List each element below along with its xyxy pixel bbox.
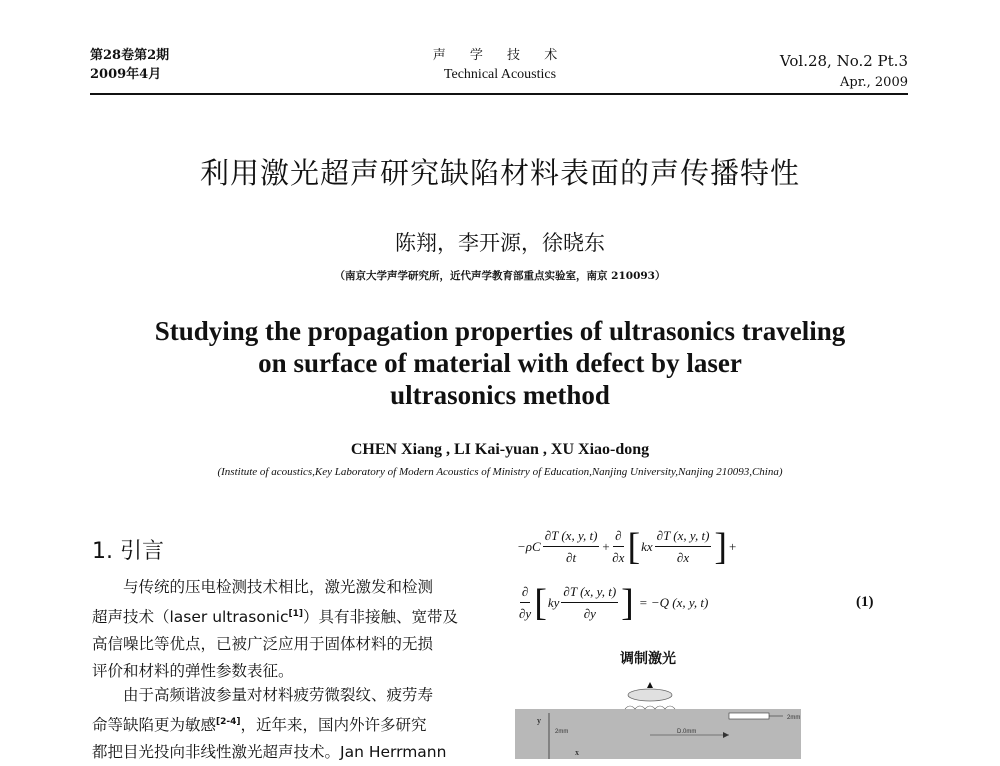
citation-1: [1]	[288, 609, 304, 619]
eq-plus-2: +	[728, 539, 737, 554]
journal-name-en: Technical Acoustics	[443, 67, 557, 82]
figure-diagram	[515, 675, 801, 759]
eq-frac-inner-x: $\frac{\partial T (x, y, t)}{\partial x}$	[656, 528, 710, 565]
affiliation-en: (Institute of acoustics,Key Laboratory of Modern Acoustics of Ministry of Education,Nanjing University,Nanjing 210093,China)	[217, 466, 783, 478]
equation-line-2	[517, 584, 708, 622]
citation-2: [2-4]	[216, 717, 241, 727]
laser-spot-icon	[628, 682, 672, 701]
eq-frac-inner-y: $\frac{\partial T (x, y, t)}{\partial y}$	[563, 584, 617, 621]
authors-en: CHEN Xiang , LI Kai-yuan , XU Xiao-dong	[350, 441, 650, 458]
title-en-line1: Studying the propagation properties of ultrasonics traveling	[154, 316, 846, 346]
p1-line3: 高信噪比等优点，已被广泛应用于固体材料的无损	[92, 635, 434, 654]
title-en-line3: ultrasonics method	[390, 380, 610, 410]
paragraph-2	[92, 682, 480, 766]
volume-issue-cn: 第28卷第2期	[90, 48, 170, 63]
paragraph-1	[92, 574, 480, 685]
p1-line4: 评价和材料的弹性参数表征。	[92, 662, 294, 681]
bracket-open-2: [	[534, 582, 547, 624]
surface-waves	[625, 706, 675, 709]
eq-frac-dy: $\frac{\partial}{\partial y}$	[519, 584, 532, 621]
p2-line1: 由于高频谐波参量对材料疲劳微裂纹、疲劳寿	[123, 686, 434, 704]
eq-rhs: = −Q (x, y, t)	[638, 595, 709, 610]
bracket-open-1: [	[627, 526, 641, 568]
p2-line2: 命等缺陷更为敏感[2-4]，近年来，国内外许多研究	[92, 716, 427, 735]
axis-x-label: x	[575, 748, 579, 757]
eq-plus-1: +	[601, 539, 611, 554]
eq-coef-kx: kx	[641, 539, 653, 554]
eq-frac-dt: $\frac{\partial T (x, y, t)}{\partial t}$	[544, 528, 598, 565]
header-right	[780, 50, 908, 94]
section-heading: 1. 引言	[92, 539, 164, 564]
affiliation-cn: （南京大学声学研究所，近代声学教育部重点实验室，南京 210093）	[334, 270, 666, 282]
date-en: Apr., 2009	[840, 75, 908, 90]
eq-coef-ky: ky	[547, 595, 560, 610]
bracket-close-1: ]	[714, 526, 728, 568]
dim-left-label: 2mm	[555, 729, 569, 735]
axis-y-label: y	[537, 716, 541, 725]
p1-line1: 与传统的压电检测技术相比，激光激发和检测	[123, 578, 434, 596]
date-cn: 2009年4月	[90, 67, 162, 82]
figure-label: 调制激光	[620, 651, 676, 667]
title-cn: 利用激光超声研究缺陷材料表面的声传播特性	[199, 156, 800, 190]
journal-name-cn: 声 学 技 术	[432, 48, 568, 63]
title-en	[0, 315, 1000, 411]
volume-issue-en: Vol.28, No.2 Pt.3	[779, 52, 908, 70]
authors-cn: 陈翔，李开源，徐晓东	[395, 231, 605, 255]
p2-line3: 都把目光投向非线性激光超声技术。Jan Herrmann	[92, 743, 447, 762]
eq-frac-dx: $\frac{\partial}{\partial x}$	[612, 528, 625, 565]
p1-line2: 超声技术（laser ultrasonic[1]）具有非接触、宽带及	[92, 608, 459, 627]
defect-slot	[729, 713, 769, 719]
equation-number: (1)	[856, 594, 874, 610]
bracket-close-2: ]	[621, 582, 634, 624]
equation-line-1	[517, 528, 737, 566]
eq-term1-sign: −ρC	[517, 539, 541, 554]
header-rule	[90, 93, 908, 95]
dim-center-label: D.0mm	[677, 729, 697, 735]
title-en-line2: on surface of material with defect by laser	[258, 348, 742, 378]
dim-side-label: 2mm	[787, 715, 801, 721]
